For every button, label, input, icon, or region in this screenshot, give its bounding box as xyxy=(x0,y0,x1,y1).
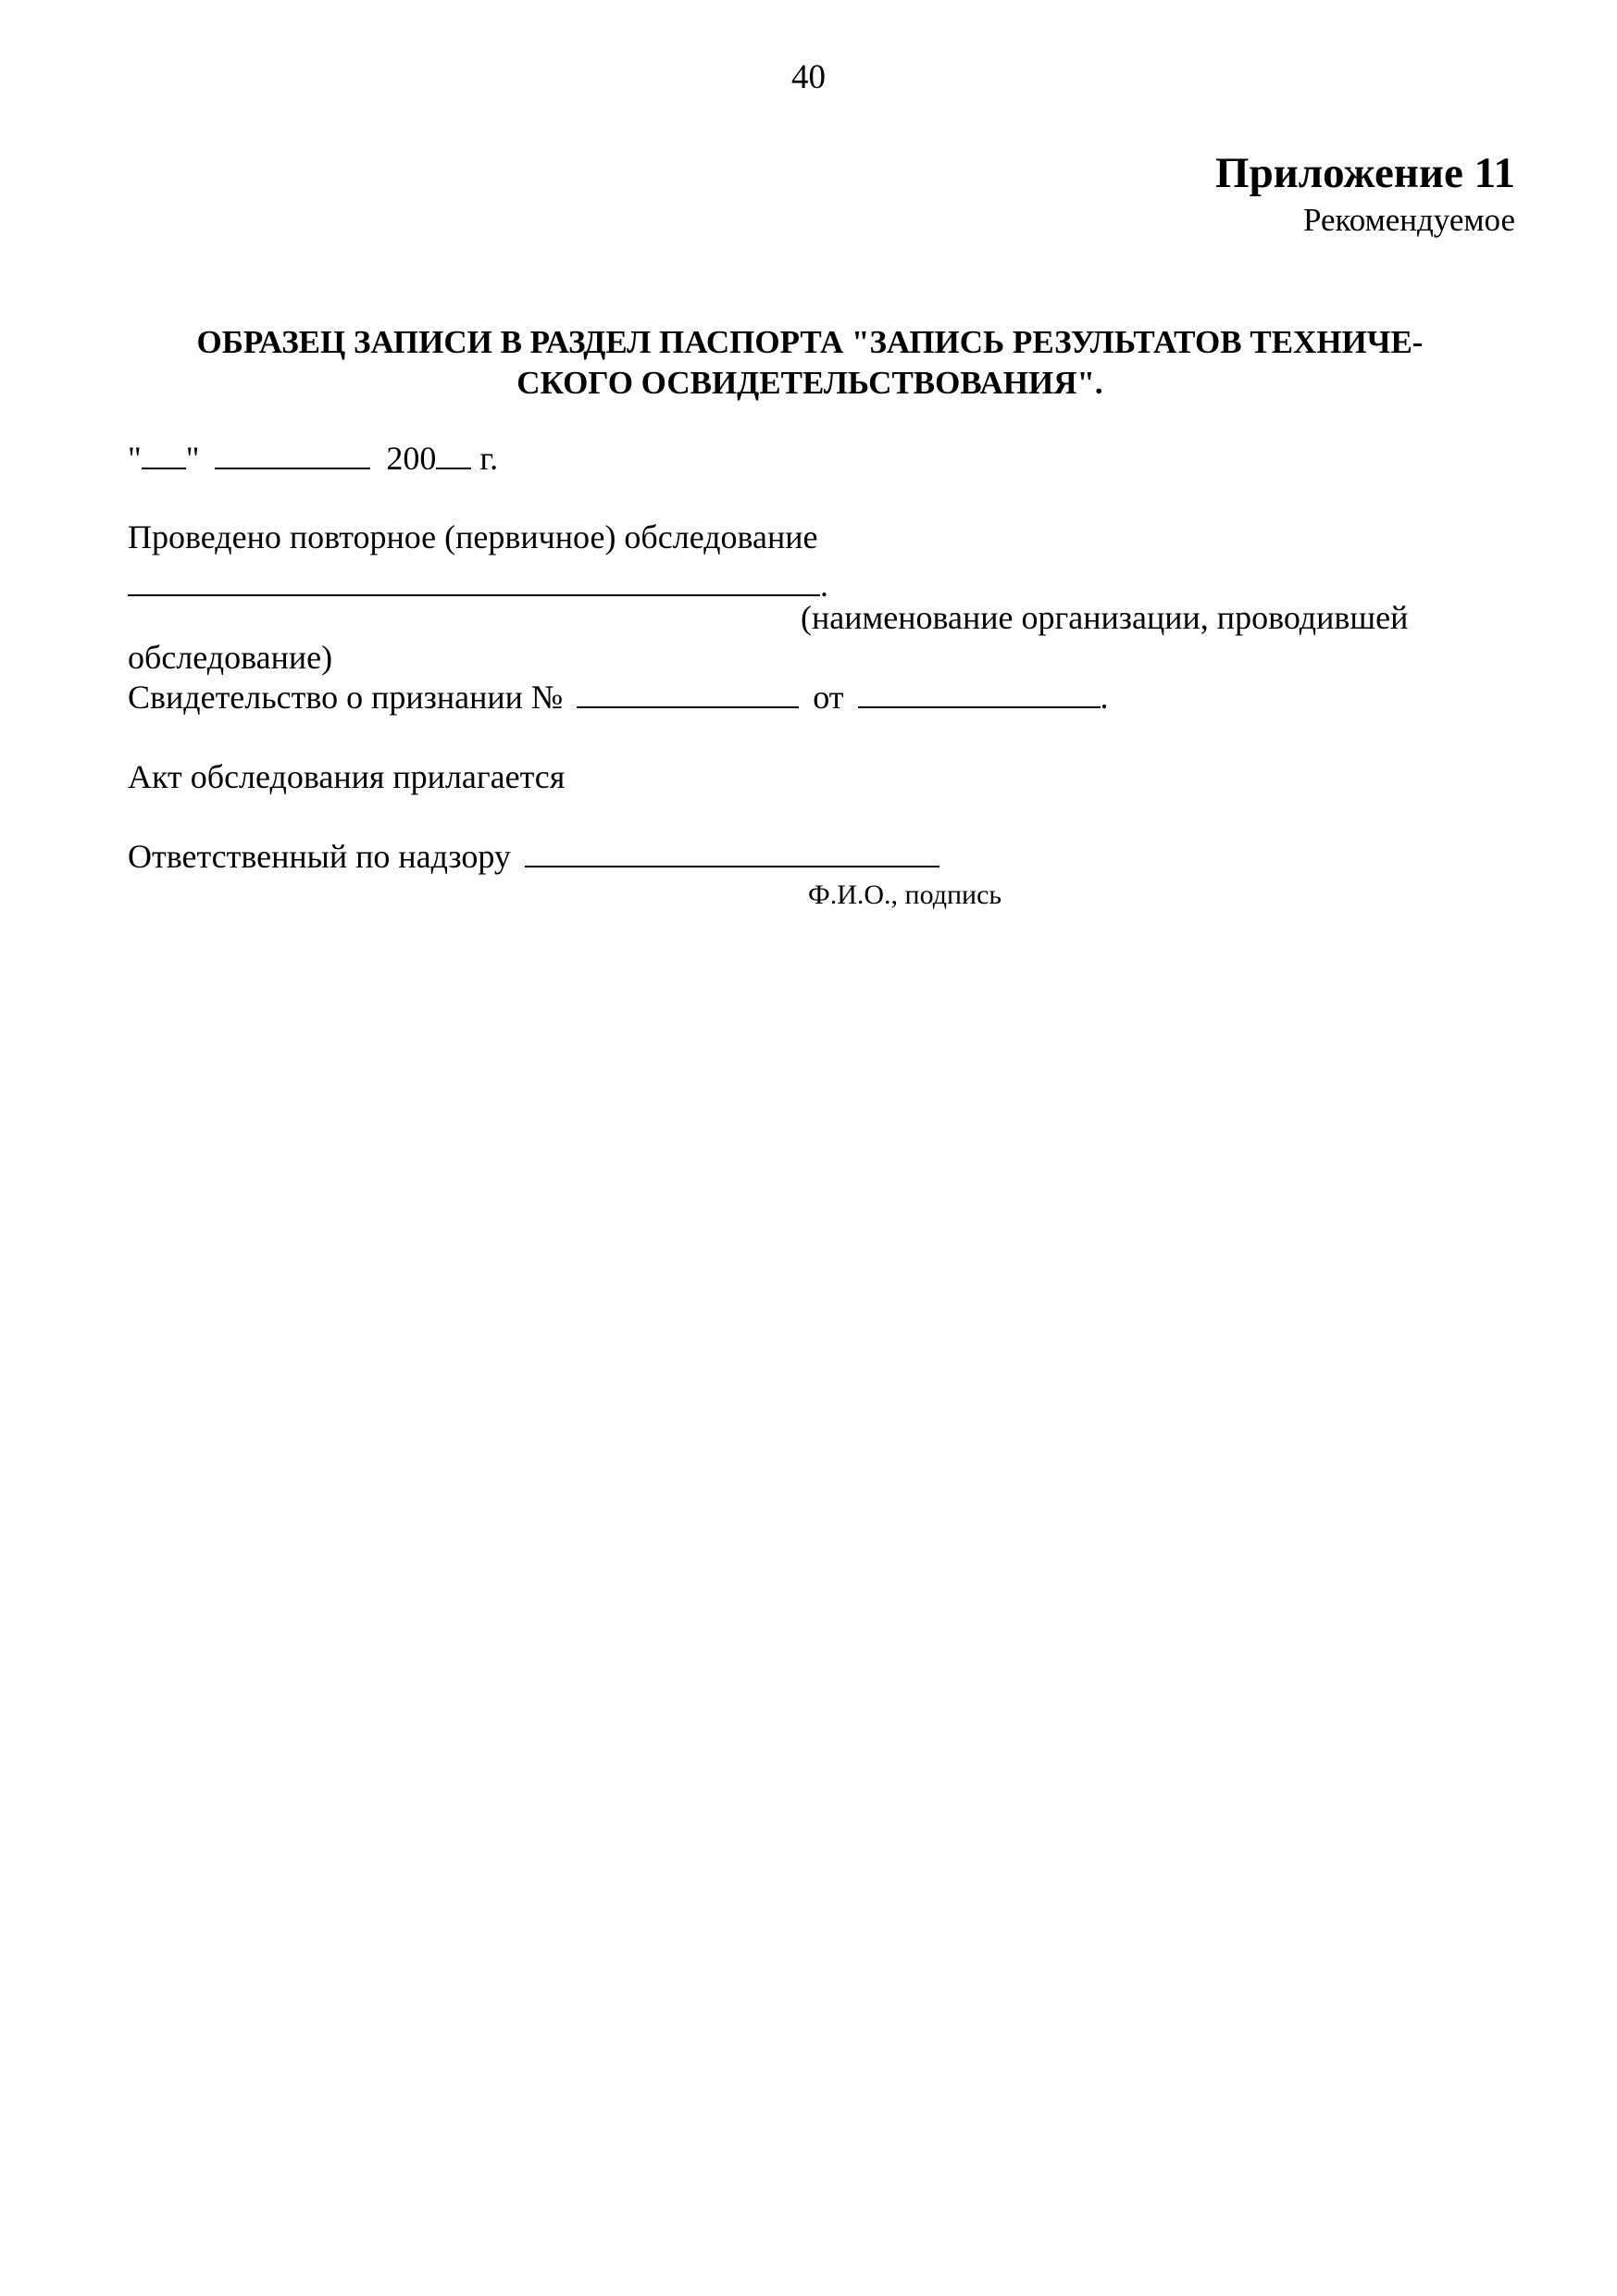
date-open-quote: " xyxy=(128,440,142,477)
appendix-title: Приложение 11 xyxy=(1215,149,1515,197)
inspection-text: Проведено повторное (первичное) обследование xyxy=(128,518,818,555)
document-heading xyxy=(120,322,1499,404)
act-attached-text: Акт обследования прилагается xyxy=(128,758,566,795)
year-suffix: г. xyxy=(479,440,499,477)
page-number: 40 xyxy=(791,58,826,96)
supervisor-line xyxy=(128,836,939,877)
supervisor-signature-blank[interactable] xyxy=(525,838,939,867)
organization-caption-line-2: обследование) xyxy=(128,639,333,676)
year-blank[interactable] xyxy=(436,440,471,469)
certificate-label: Свидетельство о признании № xyxy=(128,679,564,716)
organization-caption-line-1: (наименование организации, проводившей xyxy=(801,599,1409,636)
month-blank[interactable] xyxy=(215,440,370,469)
certificate-line xyxy=(128,677,1109,718)
certificate-line-end: . xyxy=(1100,679,1109,716)
supervisor-label: Ответственный по надзору xyxy=(128,838,511,875)
certificate-from-label: от xyxy=(813,679,844,716)
certificate-date-blank[interactable] xyxy=(858,679,1101,708)
document-heading-line-1: ОБРАЗЕЦ ЗАПИСИ В РАЗДЕЛ ПАСПОРТА "ЗАПИСЬ РЕЗУЛЬТАТОВ ТЕХНИЧЕ- xyxy=(196,324,1424,360)
date-close-quote: " xyxy=(185,440,200,477)
year-prefix: 200 xyxy=(386,440,437,477)
organization-blank[interactable] xyxy=(128,567,820,596)
day-blank[interactable] xyxy=(142,440,186,469)
supervisor-caption: Ф.И.О., подпись xyxy=(808,880,1002,910)
document-heading-line-2: СКОГО ОСВИДЕТЕЛЬСТВОВАНИЯ". xyxy=(516,365,1103,401)
organization-line-end: . xyxy=(820,567,828,604)
organization-line xyxy=(128,565,828,605)
appendix-recommendation-note: Рекомендуемое xyxy=(1302,202,1515,238)
certificate-number-blank[interactable] xyxy=(577,679,799,708)
date-line xyxy=(128,438,498,479)
